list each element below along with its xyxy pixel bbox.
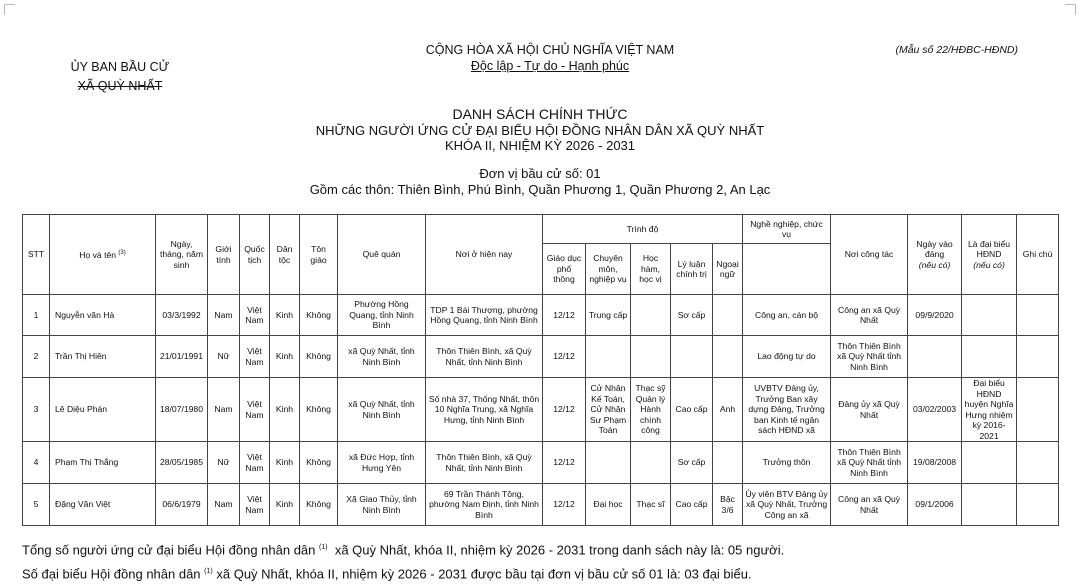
cell-specialty: Trung cấp bbox=[586, 295, 631, 336]
cell-hometown: xã Quỳ Nhất, tỉnh Ninh Bình bbox=[338, 336, 426, 378]
cell-hometown: xã Đức Hợp, tỉnh Hưng Yên bbox=[338, 442, 426, 484]
cell-general-edu: 12/12 bbox=[543, 295, 586, 336]
cell-politics: Sơ cấp bbox=[671, 295, 713, 336]
cell-note bbox=[1017, 484, 1059, 526]
cell-name: Nguyễn văn Hà bbox=[50, 295, 156, 336]
cell-name: Phạm Thị Thắng bbox=[50, 442, 156, 484]
cell-gender: Nam bbox=[208, 295, 240, 336]
cell-nationality: Việt Nam bbox=[240, 378, 270, 442]
cell-degree: Thạc sĩ bbox=[631, 484, 671, 526]
cell-politics bbox=[671, 336, 713, 378]
cell-gender: Nữ bbox=[208, 442, 240, 484]
cell-religion: Không bbox=[300, 336, 338, 378]
cell-residence: Thôn Thiên Bình, xã Quỳ Nhất, tỉnh Ninh Bình bbox=[426, 336, 543, 378]
table-row bbox=[23, 295, 1059, 336]
col-header-ethnicity: Dân tộc bbox=[270, 215, 300, 295]
cell-residence: TDP 1 Bái Thượng, phường Hồng Quang, tỉnh Ninh Bình bbox=[426, 295, 543, 336]
cell-name: Đặng Văn Việt bbox=[50, 484, 156, 526]
table-row bbox=[23, 378, 1059, 442]
total-candidates-line: Tổng số người ứng cử đại biểu Hội đồng nhân dân $^{(1)}$ xã Quỳ Nhất, khóa II, nhiệm kỳ 2026 - 2031 trong danh sách này là: 05 người. bbox=[22, 542, 785, 558]
cell-language bbox=[713, 442, 743, 484]
cell-language bbox=[713, 336, 743, 378]
summary-footer bbox=[22, 537, 1062, 586]
col-header-workplace: Nơi công tác bbox=[831, 215, 908, 295]
cell-hdnd bbox=[962, 442, 1017, 484]
cell-residence: Thôn Thiên Bình, xã Quỳ Nhất, tỉnh Ninh Bình bbox=[426, 442, 543, 484]
cell-nationality: Việt Nam bbox=[240, 442, 270, 484]
col-header-gender: Giới tính bbox=[208, 215, 240, 295]
col-header-stt: STT bbox=[23, 215, 50, 295]
cell-general-edu: 12/12 bbox=[543, 336, 586, 378]
cell-degree bbox=[631, 442, 671, 484]
cell-occupation: Lao động tự do bbox=[743, 336, 831, 378]
cell-party-date: 19/08/2008 bbox=[908, 442, 962, 484]
col-header-degree: Học hàm, học vị bbox=[631, 244, 671, 295]
col-header-occupation: Nghề nghiệp, chức vụ bbox=[743, 215, 831, 244]
cell-gender: Nữ bbox=[208, 336, 240, 378]
cell-general-edu: 12/12 bbox=[543, 484, 586, 526]
col-header-language: Ngoại ngữ bbox=[713, 244, 743, 295]
cell-specialty: Cử Nhân Kế Toán, Cử Nhân Sư Phạm Toán bbox=[586, 378, 631, 442]
cell-hdnd bbox=[962, 336, 1017, 378]
cell-hdnd bbox=[962, 484, 1017, 526]
page-corner-mark bbox=[4, 4, 15, 15]
cell-name: Trần Thị Hiên bbox=[50, 336, 156, 378]
cell-general-edu: 12/12 bbox=[543, 378, 586, 442]
cell-stt: 5 bbox=[23, 484, 50, 526]
cell-note bbox=[1017, 295, 1059, 336]
cell-stt: 2 bbox=[23, 336, 50, 378]
cell-party-date bbox=[908, 336, 962, 378]
title-line-2: NHỮNG NGƯỜI ỨNG CỬ ĐẠI BIỂU HỘI ĐỒNG NHÂN DÂN XÃ QUỲ NHẤT bbox=[315, 122, 765, 138]
col-header-dob: Ngày, tháng, năm sinh bbox=[156, 215, 208, 295]
cell-ethnicity: Kinh bbox=[270, 378, 300, 442]
col-header-religion: Tôn giáo bbox=[300, 215, 338, 295]
title-line-1: DANH SÁCH CHÍNH THỨC bbox=[452, 106, 628, 122]
cell-workplace: Thôn Thiên Bình xã Quỳ Nhất tỉnh Ninh Bình bbox=[831, 442, 908, 484]
cell-specialty bbox=[586, 442, 631, 484]
cell-ethnicity: Kinh bbox=[270, 442, 300, 484]
cell-religion: Không bbox=[300, 378, 338, 442]
cell-ethnicity: Kinh bbox=[270, 336, 300, 378]
document-title bbox=[0, 107, 1080, 154]
nation-name: CỘNG HÒA XÃ HỘI CHỦ NGHĨA VIỆT NAM bbox=[425, 43, 675, 57]
col-header-level: Trình độ bbox=[543, 215, 743, 244]
title-line-3: KHÓA II, NHIỆM KỲ 2026 - 2031 bbox=[444, 138, 636, 153]
electoral-unit bbox=[0, 166, 1080, 198]
cell-residence: Số nhà 37, Thống Nhất, thôn 10 Nghĩa Trung, xã Nghĩa Hưng, tỉnh Ninh Bình bbox=[426, 378, 543, 442]
cell-politics: Sơ cấp bbox=[671, 442, 713, 484]
col-header-nationality: Quốc tịch bbox=[240, 215, 270, 295]
cell-party-date: 09/9/2020 bbox=[908, 295, 962, 336]
cell-name: Lê Diệu Phán bbox=[50, 378, 156, 442]
cell-nationality: Việt Nam bbox=[240, 484, 270, 526]
cell-dob: 03/3/1992 bbox=[156, 295, 208, 336]
col-header-note: Ghi chú bbox=[1017, 215, 1059, 295]
election-committee-header bbox=[55, 58, 185, 96]
cell-nationality: Việt Nam bbox=[240, 336, 270, 378]
table-row bbox=[23, 484, 1059, 526]
committee-name: ỦY BAN BẦU CỬ bbox=[70, 60, 170, 74]
cell-ethnicity: Kinh bbox=[270, 484, 300, 526]
cell-general-edu: 12/12 bbox=[543, 442, 586, 484]
col-header-politics: Lý luận chính trị bbox=[671, 244, 713, 295]
cell-degree bbox=[631, 295, 671, 336]
cell-gender: Nam bbox=[208, 484, 240, 526]
cell-politics: Cao cấp bbox=[671, 484, 713, 526]
cell-workplace: Thôn Thiên Bình xã Quỳ Nhất tỉnh Ninh Bình bbox=[831, 336, 908, 378]
cell-gender: Nam bbox=[208, 378, 240, 442]
cell-workplace: Công an xã Quỳ Nhất bbox=[831, 484, 908, 526]
col-header-general-edu: Giáo dục phổ thông bbox=[543, 244, 586, 295]
cell-degree: Thạc sỹ Quản lý Hành chính công bbox=[631, 378, 671, 442]
cell-hdnd: Đại biểu HĐND huyện Nghĩa Hưng nhiệm kỳ 2016-2021 bbox=[962, 378, 1017, 442]
col-header-residence: Nơi ở hiện nay bbox=[426, 215, 543, 295]
cell-hdnd bbox=[962, 295, 1017, 336]
cell-hometown: Phường Hồng Quang, tỉnh Ninh Bình bbox=[338, 295, 426, 336]
cell-occupation: UVBTV Đảng ủy, Trưởng Ban xây dựng Đảng, Trưởng ban Kinh tế ngân sách HĐND xã bbox=[743, 378, 831, 442]
electoral-unit-villages: Gồm các thôn: Thiên Bình, Phú Bình, Quần Phương 1, Quần Phương 2, An Lạc bbox=[309, 182, 771, 197]
table-row bbox=[23, 442, 1059, 484]
cell-hometown: Xã Giao Thủy, tỉnh Ninh Bình bbox=[338, 484, 426, 526]
cell-workplace: Công an xã Quỳ Nhất bbox=[831, 295, 908, 336]
cell-residence: 69 Trần Thánh Tông, phường Nam Định, tỉnh Ninh Bình bbox=[426, 484, 543, 526]
cell-language: Bậc 3/6 bbox=[713, 484, 743, 526]
table-header-row bbox=[23, 215, 1059, 244]
cell-religion: Không bbox=[300, 295, 338, 336]
candidate-table bbox=[22, 214, 1059, 526]
electoral-unit-number: Đơn vị bầu cử số: 01 bbox=[479, 166, 601, 181]
page-corner-mark bbox=[1065, 4, 1076, 15]
commune-name: XÃ QUỲ NHẤT bbox=[77, 79, 163, 93]
cell-religion: Không bbox=[300, 484, 338, 526]
cell-dob: 06/6/1979 bbox=[156, 484, 208, 526]
cell-nationality: Việt Nam bbox=[240, 295, 270, 336]
cell-party-date: 03/02/2003 bbox=[908, 378, 962, 442]
cell-dob: 28/05/1985 bbox=[156, 442, 208, 484]
form-number: (Mẫu số 22/HĐBC-HĐND) bbox=[895, 44, 1018, 56]
delegates-count-line: Số đại biểu Hội đồng nhân dân $^{(1)}$ xã Quỳ Nhất, khóa II, nhiệm kỳ 2026 - 2031 được bầu tại đơn vị bầu cử số 01 là: 03 đại biểu. bbox=[22, 566, 752, 582]
national-header bbox=[380, 42, 720, 74]
col-header-hometown: Quê quán bbox=[338, 215, 426, 295]
cell-workplace: Đảng ủy xã Quỳ Nhất bbox=[831, 378, 908, 442]
cell-specialty bbox=[586, 336, 631, 378]
nation-motto: Độc lập - Tự do - Hạnh phúc bbox=[470, 59, 630, 73]
cell-hometown: xã Quỳ Nhất, tỉnh Ninh Bình bbox=[338, 378, 426, 442]
cell-politics: Cao cấp bbox=[671, 378, 713, 442]
cell-dob: 18/07/1980 bbox=[156, 378, 208, 442]
col-header-hdnd: Là đại biểu HĐND (nếu có) bbox=[962, 215, 1017, 295]
cell-note bbox=[1017, 336, 1059, 378]
cell-note bbox=[1017, 378, 1059, 442]
cell-dob: 21/01/1991 bbox=[156, 336, 208, 378]
cell-party-date: 09/1/2006 bbox=[908, 484, 962, 526]
col-header-occupation-sub bbox=[743, 244, 831, 295]
cell-language: Anh bbox=[713, 378, 743, 442]
cell-ethnicity: Kinh bbox=[270, 295, 300, 336]
cell-stt: 3 bbox=[23, 378, 50, 442]
col-header-name: Họ và tên $^{(3)}$ bbox=[50, 215, 156, 295]
cell-degree bbox=[631, 336, 671, 378]
table-row bbox=[23, 336, 1059, 378]
cell-specialty: Đại học bbox=[586, 484, 631, 526]
cell-language bbox=[713, 295, 743, 336]
cell-stt: 1 bbox=[23, 295, 50, 336]
col-header-party-date: Ngày vào đảng (nếu có) bbox=[908, 215, 962, 295]
cell-occupation: Trưởng thôn bbox=[743, 442, 831, 484]
col-header-specialty: Chuyên môn, nghiệp vụ bbox=[586, 244, 631, 295]
cell-occupation: Ủy viên BTV Đảng ủy xã Quỳ Nhất, Trưởng Công an xã bbox=[743, 484, 831, 526]
cell-occupation: Công an, cán bộ bbox=[743, 295, 831, 336]
cell-religion: Không bbox=[300, 442, 338, 484]
cell-note bbox=[1017, 442, 1059, 484]
cell-stt: 4 bbox=[23, 442, 50, 484]
